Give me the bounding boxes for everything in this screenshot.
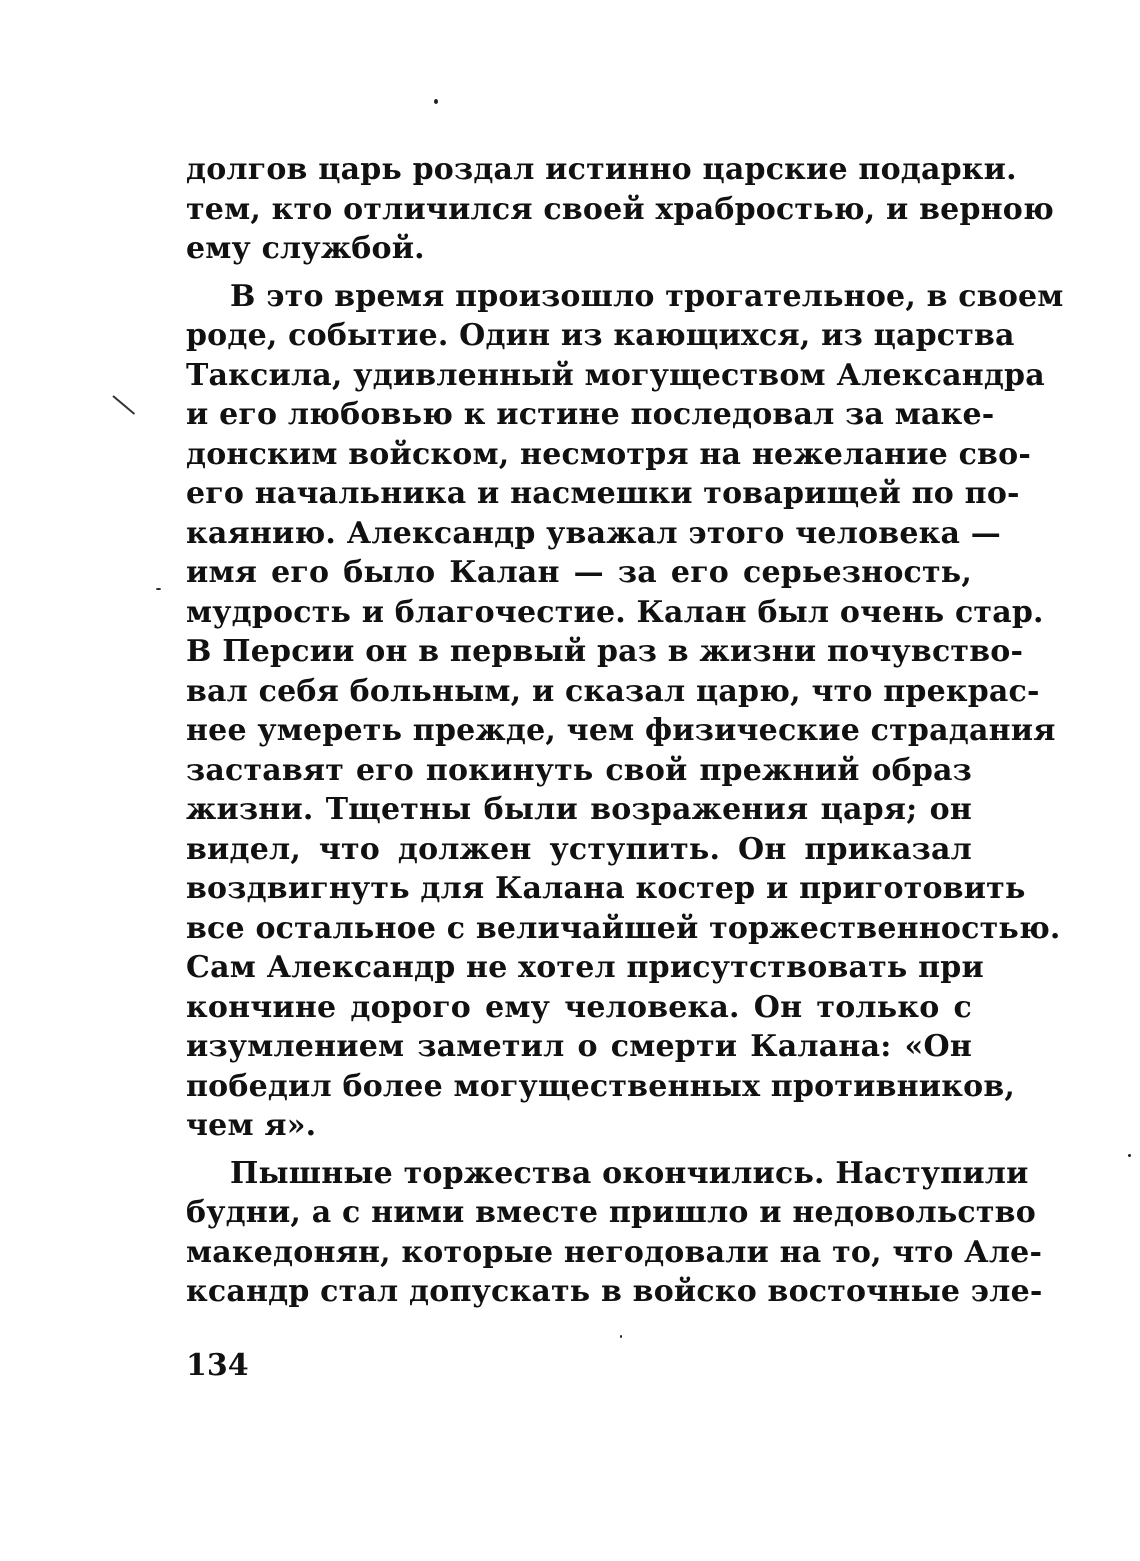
text-line: имя его было Калан — за его серьезность,: [186, 555, 972, 590]
paragraph-gap: [186, 1146, 972, 1154]
text-line: кончине дорого ему человека. Он только с: [186, 989, 972, 1025]
text-line: вал себя больным, и сказал царю, что прекрас-: [186, 673, 1040, 709]
text-line: ксандр стал допускать в войско восточные эле-: [186, 1274, 1043, 1309]
text-line: долгов царь роздал истинно царские подарки.: [186, 152, 1017, 187]
text-line: победил более могущественных противников,: [186, 1068, 1016, 1104]
text-line: В Персии он в первый раз в жизни почувство-: [186, 634, 1024, 669]
paragraph-gap: [186, 269, 972, 277]
text-line: жизни. Тщетны были возражения царя; он: [186, 792, 972, 827]
text-line: Сам Александр не хотел присутствовать при: [186, 950, 984, 985]
page-number: 134: [186, 1348, 249, 1383]
paragraph: [186, 1154, 1043, 1312]
text-line: Пышные торжества окончились. Наступили: [230, 1155, 1029, 1191]
text-line: ему службой.: [186, 231, 425, 266]
body-text: [186, 150, 1064, 1312]
text-line: его начальника и насмешки товарищей по по-: [186, 476, 1020, 511]
ink-speck: [434, 99, 438, 104]
text-line: каянию. Александр уважал этого человека —: [186, 515, 1001, 551]
text-line: чем я».: [186, 1108, 317, 1143]
text-line: и его любовью к истине последовал за маке-: [186, 397, 995, 432]
scratch-mark: [112, 395, 135, 415]
text-line: все остальное с величайшей торжественностью.: [186, 910, 1061, 946]
text-line: будни, а с ними вместе пришло и недовольство: [186, 1195, 1036, 1230]
text-line: Таксила, удивленный могуществом Александра: [186, 357, 1045, 393]
text-line: нее умереть прежде, чем физические страдания: [186, 713, 1056, 748]
text-line: В это время произошло трогательное, в своем: [230, 278, 1064, 314]
text-line: македонян, которые негодовали на то, что Але-: [186, 1234, 1043, 1270]
text-line: изумлением заметил о смерти Калана: «Он: [186, 1029, 972, 1064]
ink-speck: [1128, 1154, 1131, 1157]
text-line: мудрость и благочестие. Калан был очень стар.: [186, 594, 1044, 630]
text-line: заставят его покинуть свой прежний образ: [186, 752, 972, 788]
paragraph: [186, 150, 1054, 269]
text-line: тем, кто отличился своей храбростью, и верною: [186, 191, 1054, 227]
text-line: воздвигнуть для Калана костер и приготовить: [186, 871, 1026, 906]
ink-speck: [620, 1335, 622, 1338]
text-line: донским войском, несмотря на нежелание сво-: [186, 436, 1031, 472]
text-line: видел, что должен уступить. Он приказал: [186, 831, 972, 867]
paragraph: [186, 277, 1064, 1146]
ink-speck: [156, 588, 161, 590]
text-line: роде, событие. Один из кающихся, из царства: [186, 318, 1015, 353]
